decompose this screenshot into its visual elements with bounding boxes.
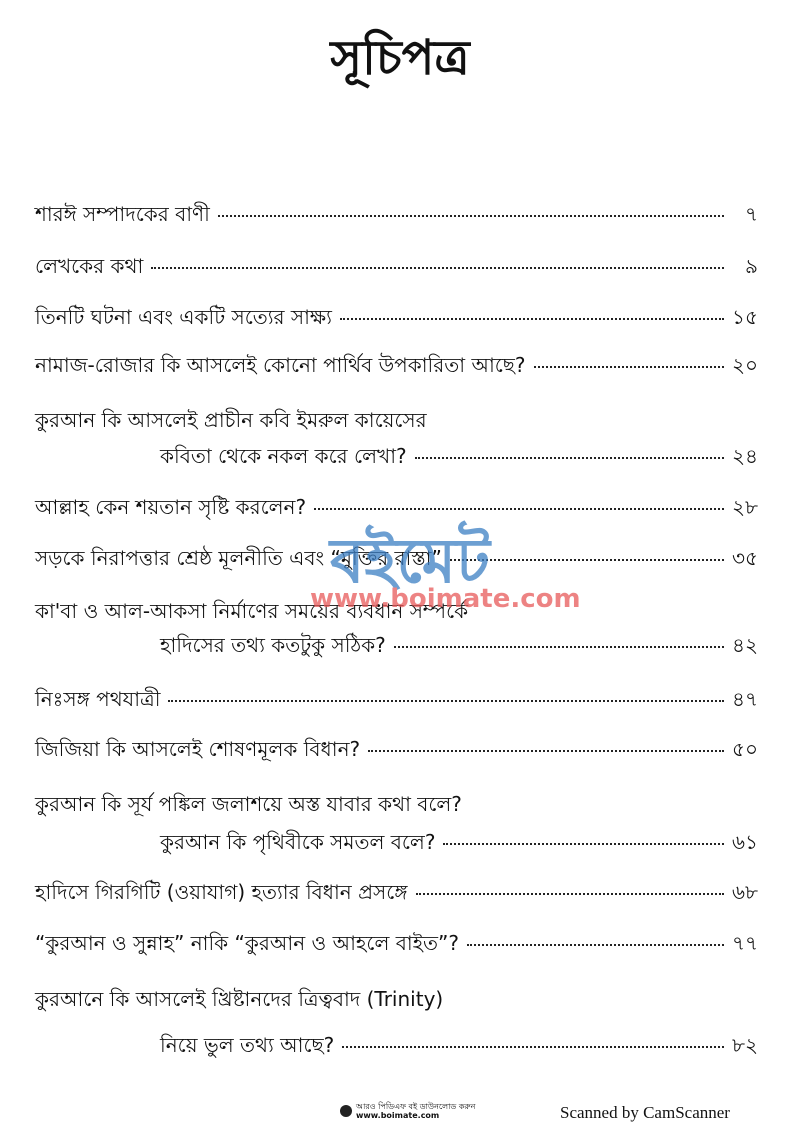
toc-entry-title: নিয়ে ভুল তথ্য আছে? xyxy=(160,1033,335,1057)
toc-page-number: ২৮ xyxy=(732,495,758,519)
toc-entry-title: হাদিসের তথ্য কতটুকু সঠিক? xyxy=(160,633,386,657)
dot-leader xyxy=(394,646,724,648)
toc-entry xyxy=(35,597,758,630)
toc-page-number: ৪২ xyxy=(732,633,758,657)
toc-entry xyxy=(35,929,758,962)
toc-page-number: ৯ xyxy=(745,254,758,278)
toc-entry-title: “কুরআন ও সুন্নাহ” নাকি “কুরআন ও আহলে বাইত”? xyxy=(35,931,460,955)
toc-entry xyxy=(35,252,758,285)
toc-entry xyxy=(35,303,758,336)
toc-entry xyxy=(35,685,758,718)
footer-ad-text: আরও পিডিএফ বই ডাউনলোড করুন xyxy=(356,1102,476,1111)
dot-leader xyxy=(168,700,724,702)
footer-ad-url: www.boimate.com xyxy=(356,1111,440,1120)
toc-page-number: ১৫ xyxy=(732,305,758,329)
dot-leader xyxy=(314,508,724,510)
dot-leader xyxy=(342,1046,724,1048)
dot-leader xyxy=(340,318,724,320)
toc-entry xyxy=(160,631,758,664)
toc-page-number: ২৪ xyxy=(732,444,758,468)
toc-entry-title: কুরআন কি পৃথিবীকে সমতল বলে? xyxy=(160,830,436,854)
dot-leader xyxy=(368,750,724,752)
dot-leader xyxy=(416,893,724,895)
toc-entry-title: নামাজ-রোজার কি আসলেই কোনো পার্থিব উপকারিতা আছে? xyxy=(35,353,526,377)
dot-leader xyxy=(450,559,724,561)
toc-entry-title: আল্লাহ কেন শয়তান সৃষ্টি করলেন? xyxy=(35,495,307,519)
watermark-url: www.boimate.com xyxy=(310,584,581,614)
toc-entry xyxy=(35,878,758,911)
toc-entry-title: লেখকের কথা xyxy=(35,254,144,278)
page-title: সূচিপত্র xyxy=(330,30,470,86)
toc-entry-title: শারঈ সম্পাদকের বাণী xyxy=(35,202,210,226)
toc-entry-title: সড়কে নিরাপত্তার শ্রেষ্ঠ মূলনীতি এবং “মুক্তির রাস্তা” xyxy=(35,546,442,570)
toc-entry xyxy=(35,406,758,439)
watermark-logo-text: বইমেট xyxy=(330,524,490,597)
dot-leader xyxy=(151,267,724,269)
toc-entry-title: নিঃসঙ্গ পথযাত্রী xyxy=(35,687,161,711)
toc-page-number: ৩৫ xyxy=(732,546,758,570)
toc-entry-title: কুরআনে কি আসলেই খ্রিষ্টানদের ত্রিত্ববাদ (Trinity) xyxy=(35,987,444,1011)
toc-entry xyxy=(35,200,758,233)
toc-entry xyxy=(35,493,758,526)
toc-entry xyxy=(35,790,758,823)
toc-entry xyxy=(35,735,758,768)
boimate-logo-icon xyxy=(340,1105,352,1117)
toc-entry-title: জিজিয়া কি আসলেই শোষণমূলক বিধান? xyxy=(35,737,361,761)
dot-leader xyxy=(218,215,724,217)
toc-page-number: ৫০ xyxy=(732,737,758,761)
toc-page-number: ২০ xyxy=(731,353,758,377)
toc-page-number: ৬১ xyxy=(732,830,758,854)
camscanner-label: Scanned by CamScanner xyxy=(560,1103,730,1122)
dot-leader xyxy=(415,457,724,459)
toc-page-number: ৪৭ xyxy=(732,687,758,711)
toc-entry xyxy=(160,442,758,475)
dot-leader xyxy=(443,843,724,845)
toc-entry-title: কা'বা ও আল-আকসা নির্মাণের সময়ের ব্যবধান সম্পর্কে xyxy=(35,599,469,623)
toc-entry xyxy=(35,351,758,384)
toc-entry-title: তিনটি ঘটনা এবং একটি সত্যের সাক্ষ্য xyxy=(35,305,332,329)
toc-page-number: ৭ xyxy=(744,202,758,226)
toc-entry xyxy=(160,828,758,861)
toc-entry-title: হাদিসে গিরগিটি (ওয়াযাগ) হত্যার বিধান প্রসঙ্গে xyxy=(35,880,408,904)
toc-entry-title: কবিতা থেকে নকল করে লেখা? xyxy=(160,444,407,468)
footer-ad xyxy=(340,1102,475,1120)
dot-leader xyxy=(534,366,724,368)
toc-entry xyxy=(35,544,758,577)
toc-entry xyxy=(160,1031,758,1064)
toc-page-number: ৭৭ xyxy=(731,931,758,955)
toc-entry xyxy=(35,985,758,1018)
dot-leader xyxy=(467,944,724,946)
toc-entry-title: কুরআন কি সূর্য পঙ্কিল জলাশয়ে অস্ত যাবার কথা বলে? xyxy=(35,792,462,816)
toc-page-number: ৬৮ xyxy=(732,880,758,904)
toc-page-number: ৮২ xyxy=(732,1033,758,1057)
toc-entry-title: কুরআন কি আসলেই প্রাচীন কবি ইমরুল কায়েসের xyxy=(35,408,427,432)
